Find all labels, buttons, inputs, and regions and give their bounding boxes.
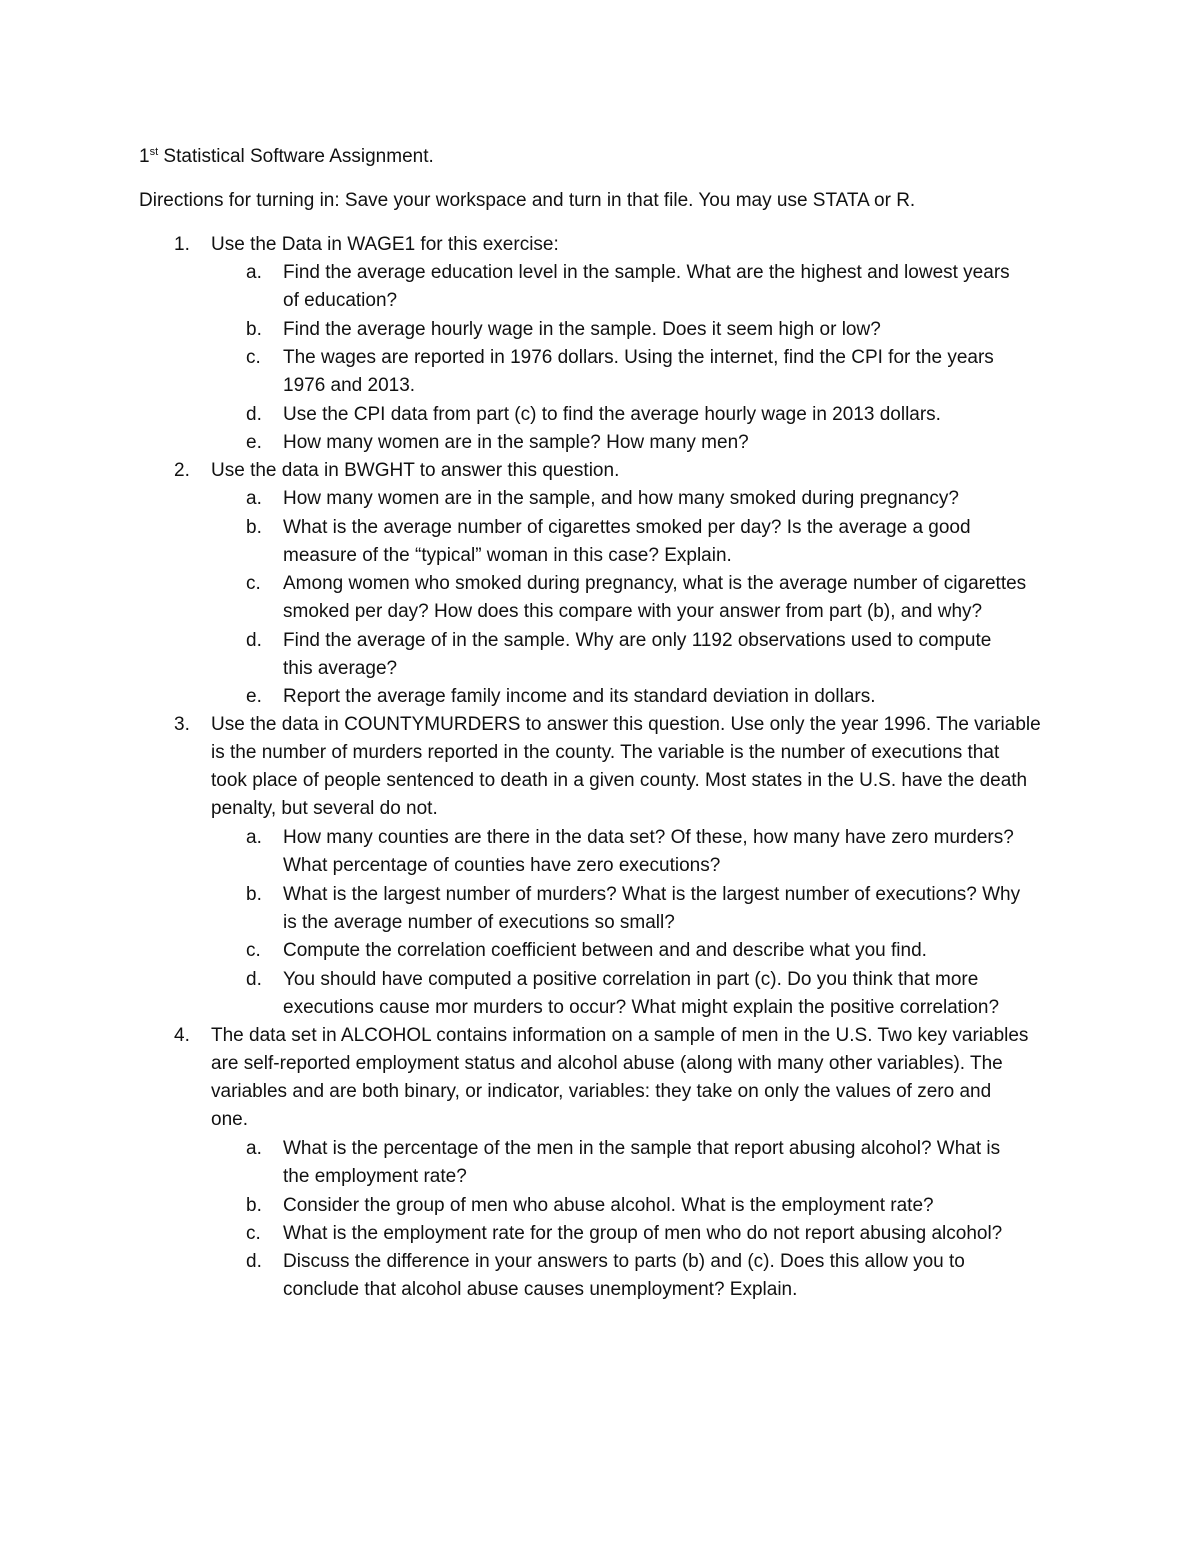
question-text (211, 711, 1091, 823)
part-text (283, 1220, 1103, 1248)
text-line: Find the average education level in the sample. What are the highest and lowest years (283, 262, 1010, 284)
text-line: What is the average number of cigarettes smoked per day? Is the average a good (283, 516, 971, 538)
question-number: 1. (174, 234, 190, 255)
text-line: variables and are both binary, or indicator, variables: they take on only the values of zero and (211, 1081, 992, 1102)
part-letter: a. (246, 827, 262, 849)
part-text (283, 1135, 1103, 1191)
part-letter: a. (246, 488, 262, 510)
part-text (283, 429, 1103, 457)
text-line: The wages are reported in 1976 dollars. Using the internet, find the CPI for the years (283, 347, 994, 368)
part-text (283, 514, 1103, 570)
part-letter: e. (246, 431, 262, 453)
text-line: Compute the correlation coefficient between and and describe what you find. (283, 940, 927, 962)
text-line: How many counties are there in the data set? Of these, how many have zero murders? (283, 827, 1014, 849)
text-line: Consider the group of men who abuse alcohol. What is the employment rate? (283, 1194, 934, 1216)
part-text (283, 259, 1103, 315)
part-text (283, 1248, 1103, 1304)
question-text (211, 1022, 1091, 1134)
question-text (211, 457, 1091, 485)
text-line: Use the data in BWGHT to answer this question. (211, 460, 620, 481)
question-text (211, 231, 1091, 259)
part-text (283, 485, 1103, 513)
text-line: the employment rate? (283, 1166, 467, 1187)
question-number: 3. (174, 714, 190, 736)
part-letter: d. (246, 1251, 262, 1272)
text-line: is the average number of executions so small? (283, 911, 675, 933)
text-line: How many women are in the sample, and how many smoked during pregnancy? (283, 488, 959, 510)
text-line: penalty, but several do not. (211, 798, 438, 820)
part-text (283, 344, 1103, 400)
text-line: Use the data in COUNTYMURDERS to answer this question. Use only the year 1996. The variable (211, 714, 1041, 736)
text-line: smoked per day? How does this compare with your answer from part (b), and why? (283, 601, 983, 622)
text-line: is the number of murders reported in the county. The variable is the number of executions that (211, 742, 1000, 764)
text-line: this average? (283, 657, 398, 679)
text-line: Use the Data in WAGE1 for this exercise: (211, 234, 559, 255)
part-letter: c. (246, 347, 261, 368)
directions-paragraph: Directions for turning in: Save your workspace and turn in that file. You may use STATA or R. (139, 190, 916, 211)
part-text (283, 316, 1103, 344)
text-line: Report the average family income and its standard deviation in dollars. (283, 686, 876, 707)
title-ordinal-suffix: st (149, 146, 159, 158)
part-text (283, 881, 1103, 937)
part-letter: b. (246, 516, 262, 538)
text-line: What is the percentage of the men in the sample that report abusing alcohol? What is (283, 1138, 1001, 1159)
part-letter: b. (246, 318, 262, 340)
text-line: took place of people sentenced to death in a given county. Most states in the U.S. have the death (211, 770, 1028, 792)
assignment-title (139, 145, 434, 169)
part-letter: c. (246, 573, 261, 594)
title-ordinal: 1 (139, 146, 150, 167)
part-text (283, 627, 1103, 683)
text-line: Use the CPI data from part (c) to find the average hourly wage in 2013 dollars. (283, 403, 941, 425)
text-line: one. (211, 1109, 248, 1130)
text-line: conclude that alcohol abuse causes unemployment? Explain. (283, 1279, 798, 1300)
part-text (283, 570, 1103, 626)
text-line: How many women are in the sample? How many men? (283, 431, 749, 453)
text-line: Among women who smoked during pregnancy, what is the average number of cigarettes (283, 573, 1027, 594)
part-letter: a. (246, 262, 262, 284)
text-line: Discuss the difference in your answers to parts (b) and (c). Does this allow you to (283, 1251, 965, 1272)
text-line: measure of the “typical” woman in this case? Explain. (283, 544, 732, 566)
part-letter: c. (246, 940, 261, 962)
part-text (283, 683, 1103, 711)
question-number: 2. (174, 460, 190, 481)
part-text (283, 401, 1103, 429)
text-line: Find the average of in the sample. Why are only 1192 observations used to compute (283, 629, 992, 651)
text-line: The data set in ALCOHOL contains information on a sample of men in the U.S. Two key variables (211, 1025, 1029, 1046)
part-text (283, 1192, 1103, 1220)
part-text (283, 937, 1103, 965)
part-text (283, 824, 1103, 880)
text-line: What is the largest number of murders? What is the largest number of executions? Why (283, 883, 1021, 905)
part-letter: d. (246, 968, 262, 990)
text-line: 1976 and 2013. (283, 375, 416, 396)
text-line: What percentage of counties have zero executions? (283, 855, 721, 877)
text-line: What is the employment rate for the group of men who do not report abusing alcohol? (283, 1222, 1003, 1244)
part-text (283, 966, 1103, 1022)
part-letter: d. (246, 629, 262, 651)
part-letter: b. (246, 1194, 262, 1216)
title-text: Statistical Software Assignment. (158, 146, 434, 167)
text-line: of education? (283, 290, 398, 312)
part-letter: e. (246, 686, 262, 707)
text-line: executions cause mor murders to occur? What might explain the positive correlation? (283, 996, 1000, 1018)
text-line: are self-reported employment status and alcohol abuse (along with many other variables). The (211, 1053, 1003, 1074)
part-letter: b. (246, 883, 262, 905)
part-letter: d. (246, 403, 262, 425)
part-letter: a. (246, 1138, 262, 1159)
text-line: Find the average hourly wage in the sample. Does it seem high or low? (283, 318, 881, 340)
text-line: You should have computed a positive correlation in part (c). Do you think that more (283, 968, 979, 990)
question-number: 4. (174, 1025, 190, 1046)
part-letter: c. (246, 1222, 261, 1244)
